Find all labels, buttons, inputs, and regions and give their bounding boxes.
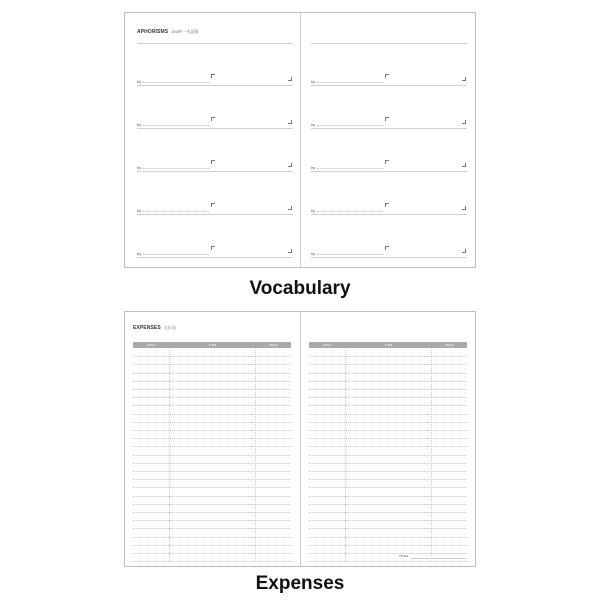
by-label: by	[311, 122, 316, 127]
author-line	[317, 168, 383, 169]
corner-mark-icon	[385, 74, 389, 78]
corner-mark-icon	[462, 163, 466, 167]
corner-mark-icon	[385, 246, 389, 250]
by-label: by	[311, 165, 316, 170]
table-row	[309, 455, 467, 456]
entry-separator	[311, 128, 467, 129]
corner-mark-icon	[288, 120, 292, 124]
by-label: by	[311, 208, 316, 213]
corner-mark-icon	[288, 249, 292, 253]
author-line	[317, 254, 383, 255]
table-row	[309, 471, 467, 472]
expenses-table-header	[309, 342, 467, 348]
expenses-heading-sub: 支出表	[163, 325, 177, 330]
table-row	[133, 520, 291, 521]
corner-mark-icon	[462, 249, 466, 253]
column-divider	[431, 348, 432, 561]
vocabulary-notebook-spread	[124, 12, 476, 268]
table-row	[133, 561, 291, 562]
table-row	[133, 471, 291, 472]
expenses-heading: EXPENSES 支出表	[133, 325, 177, 331]
table-row	[309, 496, 467, 497]
table-row	[309, 414, 467, 415]
table-row	[309, 381, 467, 382]
author-line	[317, 211, 383, 212]
corner-mark-icon	[462, 120, 466, 124]
column-price: PRICE	[268, 343, 279, 347]
corner-mark-icon	[288, 163, 292, 167]
table-row	[309, 373, 467, 374]
corner-mark-icon	[211, 246, 215, 250]
total-label: TOTAL	[399, 554, 409, 558]
table-row	[133, 479, 291, 480]
corner-mark-icon	[462, 77, 466, 81]
table-row	[133, 537, 291, 538]
corner-mark-icon	[211, 160, 215, 164]
table-row	[309, 422, 467, 423]
corner-mark-icon	[385, 160, 389, 164]
expenses-table-header	[133, 342, 291, 348]
corner-mark-icon	[288, 206, 292, 210]
table-row	[309, 520, 467, 521]
table-row	[133, 512, 291, 513]
entry-separator	[137, 85, 293, 86]
by-label: by	[311, 251, 316, 256]
table-row	[309, 553, 467, 554]
by-label: by	[137, 122, 142, 127]
corner-mark-icon	[288, 77, 292, 81]
author-line	[143, 211, 209, 212]
author-line	[317, 125, 383, 126]
table-row	[133, 463, 291, 464]
total-line	[411, 558, 467, 559]
table-row	[309, 561, 467, 562]
column-date: DATE	[323, 343, 331, 347]
heading-underline	[137, 43, 293, 44]
by-label: by	[137, 79, 142, 84]
table-row	[309, 356, 467, 357]
table-row	[133, 414, 291, 415]
by-label: by	[137, 251, 142, 256]
by-label: by	[311, 79, 316, 84]
corner-mark-icon	[385, 203, 389, 207]
table-row	[309, 479, 467, 480]
table-row	[133, 422, 291, 423]
table-row	[309, 364, 467, 365]
table-row	[133, 389, 291, 390]
table-row	[309, 512, 467, 513]
table-row	[309, 528, 467, 529]
column-item: ITEM	[384, 343, 393, 347]
table-row	[309, 446, 467, 447]
table-row	[309, 405, 467, 406]
aphorisms-heading-sub: ANI終一生語錄	[171, 29, 199, 34]
column-divider	[345, 348, 346, 561]
column-date: DATE	[147, 343, 155, 347]
table-row	[133, 373, 291, 374]
corner-mark-icon	[211, 203, 215, 207]
expenses-notebook-spread	[124, 311, 476, 567]
expenses-left-page	[125, 312, 300, 566]
table-row	[309, 438, 467, 439]
corner-mark-icon	[211, 74, 215, 78]
table-row	[133, 553, 291, 554]
table-row	[133, 405, 291, 406]
column-price: PRICE	[444, 343, 455, 347]
table-row	[309, 397, 467, 398]
entry-separator	[137, 171, 293, 172]
table-row	[309, 487, 467, 488]
aphorisms-heading: APHORISMS ANI終一生語錄	[137, 29, 199, 35]
entry-separator	[311, 85, 467, 86]
entry-separator	[311, 171, 467, 172]
table-row	[133, 528, 291, 529]
table-row	[309, 430, 467, 431]
by-label: by	[137, 208, 142, 213]
table-row	[133, 504, 291, 505]
corner-mark-icon	[385, 117, 389, 121]
table-row	[309, 545, 467, 546]
table-row	[309, 463, 467, 464]
table-row	[133, 455, 291, 456]
column-item: ITEM	[208, 343, 217, 347]
author-line	[143, 82, 209, 83]
entry-separator	[311, 257, 467, 258]
author-line	[143, 125, 209, 126]
expenses-right-page	[301, 312, 476, 566]
entry-separator	[137, 257, 293, 258]
table-row	[133, 430, 291, 431]
author-line	[143, 168, 209, 169]
table-row	[133, 381, 291, 382]
heading-underline	[311, 43, 467, 44]
table-row	[133, 364, 291, 365]
table-row	[133, 545, 291, 546]
corner-mark-icon	[462, 206, 466, 210]
table-row	[133, 487, 291, 488]
vocabulary-right-page	[301, 13, 476, 267]
table-row	[309, 389, 467, 390]
corner-mark-icon	[211, 117, 215, 121]
table-row	[133, 446, 291, 447]
table-row	[133, 356, 291, 357]
author-line	[317, 82, 383, 83]
by-label: by	[137, 165, 142, 170]
vocabulary-left-page	[125, 13, 300, 267]
table-row	[309, 504, 467, 505]
table-row	[309, 537, 467, 538]
table-row	[133, 397, 291, 398]
entry-separator	[137, 128, 293, 129]
entry-separator	[137, 214, 293, 215]
table-row	[133, 496, 291, 497]
entry-separator	[311, 214, 467, 215]
vocabulary-caption: Vocabulary	[249, 278, 351, 299]
expenses-caption: Expenses	[255, 573, 345, 594]
table-row	[133, 438, 291, 439]
column-divider	[255, 348, 256, 561]
column-divider	[169, 348, 170, 561]
author-line	[143, 254, 209, 255]
